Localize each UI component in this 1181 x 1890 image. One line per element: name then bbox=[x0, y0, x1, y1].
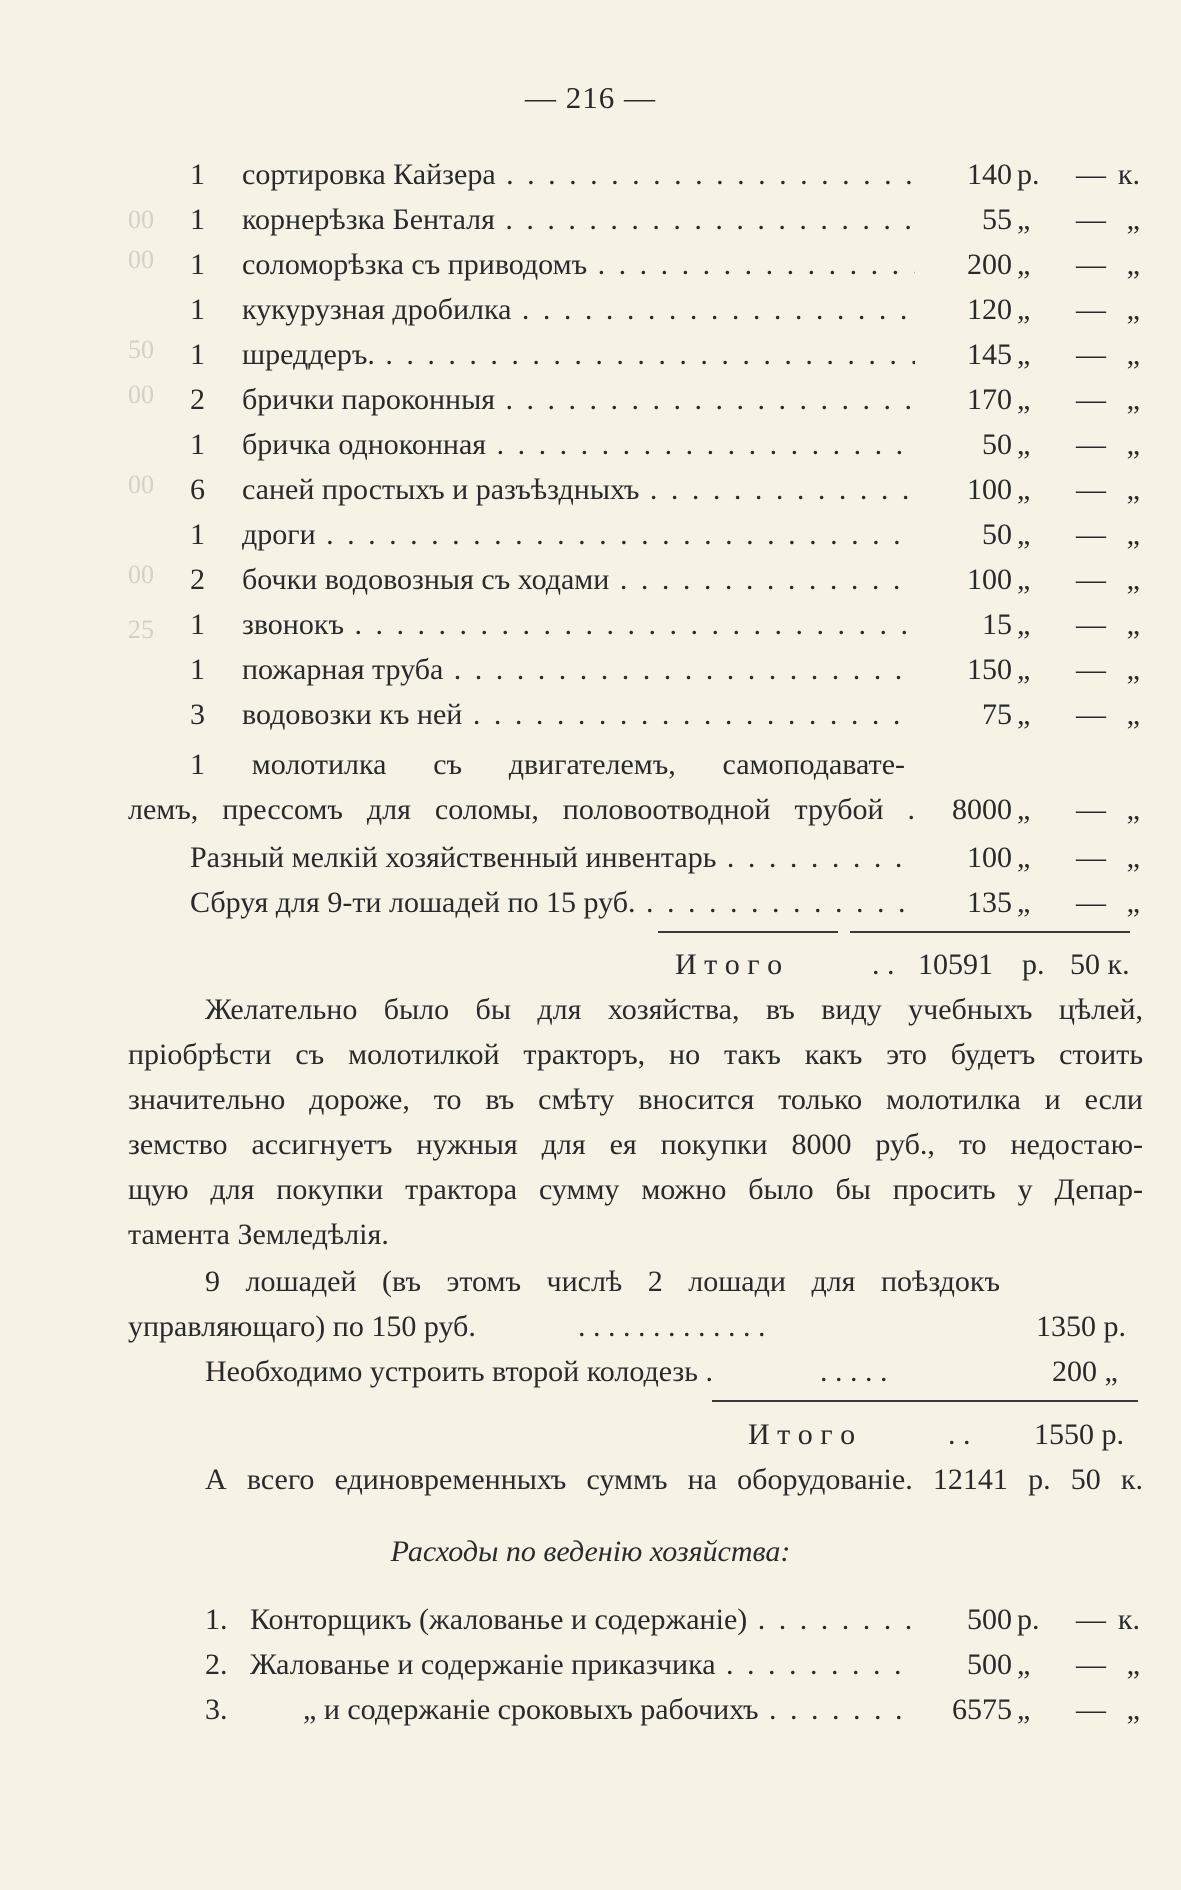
item-kop: „ bbox=[1126, 383, 1140, 416]
bleed-through: 00 bbox=[128, 470, 154, 499]
expense-num: 3. bbox=[205, 1693, 228, 1726]
horses-line-1: 9 лошадей (въ этомъ числѣ 2 лошади для поѣздокъ bbox=[205, 1265, 1000, 1298]
item-kop: „ bbox=[1126, 473, 1140, 506]
expense-row bbox=[205, 1690, 1140, 1730]
total2-label: И т о г о bbox=[748, 1418, 856, 1451]
item-dash: — bbox=[1076, 428, 1106, 461]
item-kop: „ bbox=[1126, 248, 1140, 281]
equipment-row bbox=[190, 380, 1140, 420]
expense-kop: к. bbox=[1117, 1603, 1140, 1636]
extra-dash: — bbox=[1076, 886, 1106, 919]
item-kop: к. bbox=[1117, 158, 1140, 191]
item-qty: 1 bbox=[190, 203, 205, 236]
item-unit: „ bbox=[1017, 653, 1031, 686]
horses-amount: 1350 р. bbox=[1036, 1310, 1126, 1343]
bleed-through: 00 bbox=[128, 245, 154, 274]
equipment-row bbox=[190, 560, 1140, 600]
item-name: сортировка Кайзера . . . bbox=[242, 155, 915, 195]
item-kop: „ bbox=[1126, 428, 1140, 461]
item-unit: „ bbox=[1017, 608, 1031, 641]
grand-total: А всего единовременныхъ суммъ на оборудованіе. 12141 р. 50 к. bbox=[205, 1463, 1143, 1496]
paragraph-line: пріобрѣсти съ молотилкой тракторъ, но такъ какъ это будетъ стоить bbox=[128, 1038, 1143, 1071]
item-qty: 2 bbox=[190, 563, 205, 596]
extra-row bbox=[190, 883, 1140, 923]
expense-amount: 500 bbox=[967, 1648, 1012, 1681]
expense-name: Жалованье и содержаніе приказчика . . . bbox=[250, 1645, 915, 1685]
item-kop: „ bbox=[1126, 203, 1140, 236]
item-kop: „ bbox=[1126, 518, 1140, 551]
equipment-row bbox=[190, 470, 1140, 510]
sum-rule bbox=[658, 931, 838, 933]
item-dash: — bbox=[1076, 473, 1106, 506]
extra-dash: — bbox=[1076, 841, 1106, 874]
equipment-row bbox=[190, 335, 1140, 375]
item-amount: 50 bbox=[982, 428, 1012, 461]
item-dash: — bbox=[1076, 158, 1106, 191]
item-qty: 1 bbox=[190, 248, 205, 281]
bleed-through: 50 bbox=[128, 335, 154, 364]
well-amount: 200 „ bbox=[1052, 1355, 1118, 1388]
well-text: Необходимо устроить второй колодезь . bbox=[205, 1355, 713, 1388]
well-dots: . . . . . bbox=[820, 1355, 888, 1388]
item-dash: — bbox=[1076, 653, 1106, 686]
equipment-row bbox=[190, 155, 1140, 195]
item-qty: 1 bbox=[190, 518, 205, 551]
sum-rule bbox=[712, 1400, 1138, 1402]
item-name: соломорѣзка съ приводомъ . . . bbox=[242, 245, 915, 285]
thresher-line-2 bbox=[128, 790, 1140, 830]
item-qty: 1 bbox=[190, 338, 205, 371]
bleed-through: 00 bbox=[128, 560, 154, 589]
item-unit: „ bbox=[1017, 203, 1031, 236]
item-qty: 2 bbox=[190, 383, 205, 416]
item-name: корнерѣзка Бенталя . . . bbox=[242, 200, 915, 240]
horses-dots: . . . . . . . . . . . . . bbox=[578, 1310, 766, 1343]
item-unit: „ bbox=[1017, 428, 1031, 461]
item-unit: „ bbox=[1017, 383, 1031, 416]
item-dash: — bbox=[1076, 698, 1106, 731]
item-unit: „ bbox=[1017, 518, 1031, 551]
item-kop: „ bbox=[1126, 338, 1140, 371]
extra-unit: „ bbox=[1017, 886, 1031, 919]
total2-amount: 1550 р. bbox=[1034, 1418, 1124, 1451]
item-kop: „ bbox=[1126, 698, 1140, 731]
thresher-text: лемъ, прессомъ для соломы, половоотводной трубой . bbox=[128, 793, 915, 826]
item-amount: 145 bbox=[967, 338, 1012, 371]
total-unit: р. bbox=[1022, 948, 1045, 981]
item-name: саней простыхъ и разъѣздныхъ . . . bbox=[242, 470, 915, 510]
item-kop: „ bbox=[1126, 293, 1140, 326]
expense-amount: 500 bbox=[967, 1603, 1012, 1636]
item-qty: 3 bbox=[190, 698, 205, 731]
total-label: И т о г о bbox=[675, 948, 783, 981]
expense-dash: — bbox=[1076, 1603, 1106, 1636]
item-amount: 15 bbox=[982, 608, 1012, 641]
item-qty: 1 bbox=[190, 158, 205, 191]
section-heading: Расходы по веденію хозяйства: bbox=[390, 1535, 791, 1568]
expense-name: Конторщикъ (жалованье и содержаніе) . . . bbox=[250, 1600, 915, 1640]
expense-row bbox=[205, 1600, 1140, 1640]
extra-row bbox=[190, 838, 1140, 878]
item-dash: — bbox=[1076, 563, 1106, 596]
bleed-through: 25 bbox=[128, 615, 154, 644]
sum-rule bbox=[850, 931, 1130, 933]
expense-dash: — bbox=[1076, 1648, 1106, 1681]
expense-unit: „ bbox=[1017, 1648, 1031, 1681]
expense-unit: р. bbox=[1017, 1603, 1040, 1636]
item-qty: 1 bbox=[190, 428, 205, 461]
item-name: шреддеръ. . . . bbox=[242, 335, 915, 375]
expense-row bbox=[205, 1645, 1140, 1685]
item-kop: „ bbox=[1126, 563, 1140, 596]
item-amount: 50 bbox=[982, 518, 1012, 551]
equipment-row bbox=[190, 515, 1140, 555]
extra-amount: 135 bbox=[967, 886, 1012, 919]
expense-amount: 6575 bbox=[952, 1693, 1012, 1726]
equipment-row bbox=[190, 200, 1140, 240]
expense-num: 2. bbox=[205, 1648, 228, 1681]
paragraph-line: тамента Земледѣлія. bbox=[128, 1218, 389, 1251]
item-unit: „ bbox=[1017, 293, 1031, 326]
total-kop: 50 к. bbox=[1070, 948, 1130, 981]
item-name: бочки водовозныя съ ходами . . . bbox=[242, 560, 915, 600]
paragraph-line: земство ассигнуетъ нужныя для ея покупки 8000 руб., то недостаю- bbox=[128, 1128, 1143, 1161]
item-qty: 1 bbox=[190, 653, 205, 686]
item-dash: — bbox=[1076, 203, 1106, 236]
item-dash: — bbox=[1076, 383, 1106, 416]
item-amount: 100 bbox=[967, 563, 1012, 596]
item-unit: „ bbox=[1017, 338, 1031, 371]
item-amount: 200 bbox=[967, 248, 1012, 281]
thresher-line-1: 1 молотилка съ двигателемъ, самоподавате- bbox=[190, 748, 905, 781]
item-dash: — bbox=[1076, 248, 1106, 281]
extra-unit: „ bbox=[1017, 841, 1031, 874]
extra-name: Разный мелкій хозяйственный инвентарь . . . bbox=[190, 838, 915, 878]
thresher-unit: „ bbox=[1017, 793, 1031, 826]
equipment-row bbox=[190, 245, 1140, 285]
item-dash: — bbox=[1076, 518, 1106, 551]
item-amount: 170 bbox=[967, 383, 1012, 416]
item-qty: 1 bbox=[190, 293, 205, 326]
item-unit: „ bbox=[1017, 563, 1031, 596]
item-kop: „ bbox=[1126, 608, 1140, 641]
item-qty: 6 bbox=[190, 473, 205, 506]
total2-dots: . . bbox=[948, 1418, 971, 1451]
expense-kop: „ bbox=[1126, 1648, 1140, 1681]
item-amount: 140 bbox=[967, 158, 1012, 191]
extra-amount: 100 bbox=[967, 841, 1012, 874]
item-dash: — bbox=[1076, 338, 1106, 371]
expense-num: 1. bbox=[205, 1603, 228, 1636]
item-kop: „ bbox=[1126, 653, 1140, 686]
item-amount: 55 bbox=[982, 203, 1012, 236]
item-amount: 150 bbox=[967, 653, 1012, 686]
expense-name: „ и содержаніе сроковыхъ рабочихъ . . . bbox=[303, 1690, 915, 1730]
equipment-row bbox=[190, 695, 1140, 735]
thresher-amount: 8000 bbox=[952, 793, 1012, 826]
extra-name: Сбруя для 9-ти лошадей по 15 руб. . . . bbox=[190, 883, 915, 923]
item-dash: — bbox=[1076, 293, 1106, 326]
extra-kop: „ bbox=[1126, 886, 1140, 919]
equipment-row bbox=[190, 425, 1140, 465]
item-name: дроги . . . bbox=[242, 515, 915, 555]
item-name: пожарная труба . . . bbox=[242, 650, 915, 690]
expense-kop: „ bbox=[1126, 1693, 1140, 1726]
equipment-total bbox=[650, 945, 1140, 985]
equipment-row bbox=[190, 650, 1140, 690]
item-name: звонокъ . . . bbox=[242, 605, 915, 645]
thresher-kop: „ bbox=[1126, 793, 1140, 826]
item-amount: 100 bbox=[967, 473, 1012, 506]
bleed-through: 00 bbox=[128, 380, 154, 409]
item-name: брички пароконныя . . . bbox=[242, 380, 915, 420]
item-unit: „ bbox=[1017, 248, 1031, 281]
item-dash: — bbox=[1076, 608, 1106, 641]
total-amount: 10591 bbox=[918, 948, 993, 981]
equipment-row bbox=[190, 290, 1140, 330]
paragraph-line: значительно дороже, то въ смѣту вносится только молотилка и если bbox=[128, 1083, 1143, 1116]
bleed-through: 00 bbox=[128, 205, 154, 234]
item-qty: 1 bbox=[190, 608, 205, 641]
item-unit: „ bbox=[1017, 698, 1031, 731]
paragraph-line: Желательно было бы для хозяйства, въ виду учебныхъ цѣлей, bbox=[205, 993, 1143, 1026]
item-amount: 75 bbox=[982, 698, 1012, 731]
total-dots: . . bbox=[872, 948, 895, 981]
expense-unit: „ bbox=[1017, 1693, 1031, 1726]
item-name: водовозки къ ней . . . bbox=[242, 695, 915, 735]
thresher-dash: — bbox=[1076, 793, 1106, 826]
equipment-row bbox=[190, 605, 1140, 645]
item-name: бричка одноконная . . . bbox=[242, 425, 915, 465]
paragraph-line: щую для покупки трактора сумму можно было бы просить у Депар- bbox=[128, 1173, 1143, 1206]
horses-line-2: управляющаго) по 150 руб. bbox=[128, 1310, 476, 1343]
page-number: — 216 — bbox=[525, 80, 656, 115]
item-unit: р. bbox=[1017, 158, 1040, 191]
extra-kop: „ bbox=[1126, 841, 1140, 874]
item-amount: 120 bbox=[967, 293, 1012, 326]
item-name: кукурузная дробилка . . . bbox=[242, 290, 915, 330]
expense-dash: — bbox=[1076, 1693, 1106, 1726]
item-unit: „ bbox=[1017, 473, 1031, 506]
